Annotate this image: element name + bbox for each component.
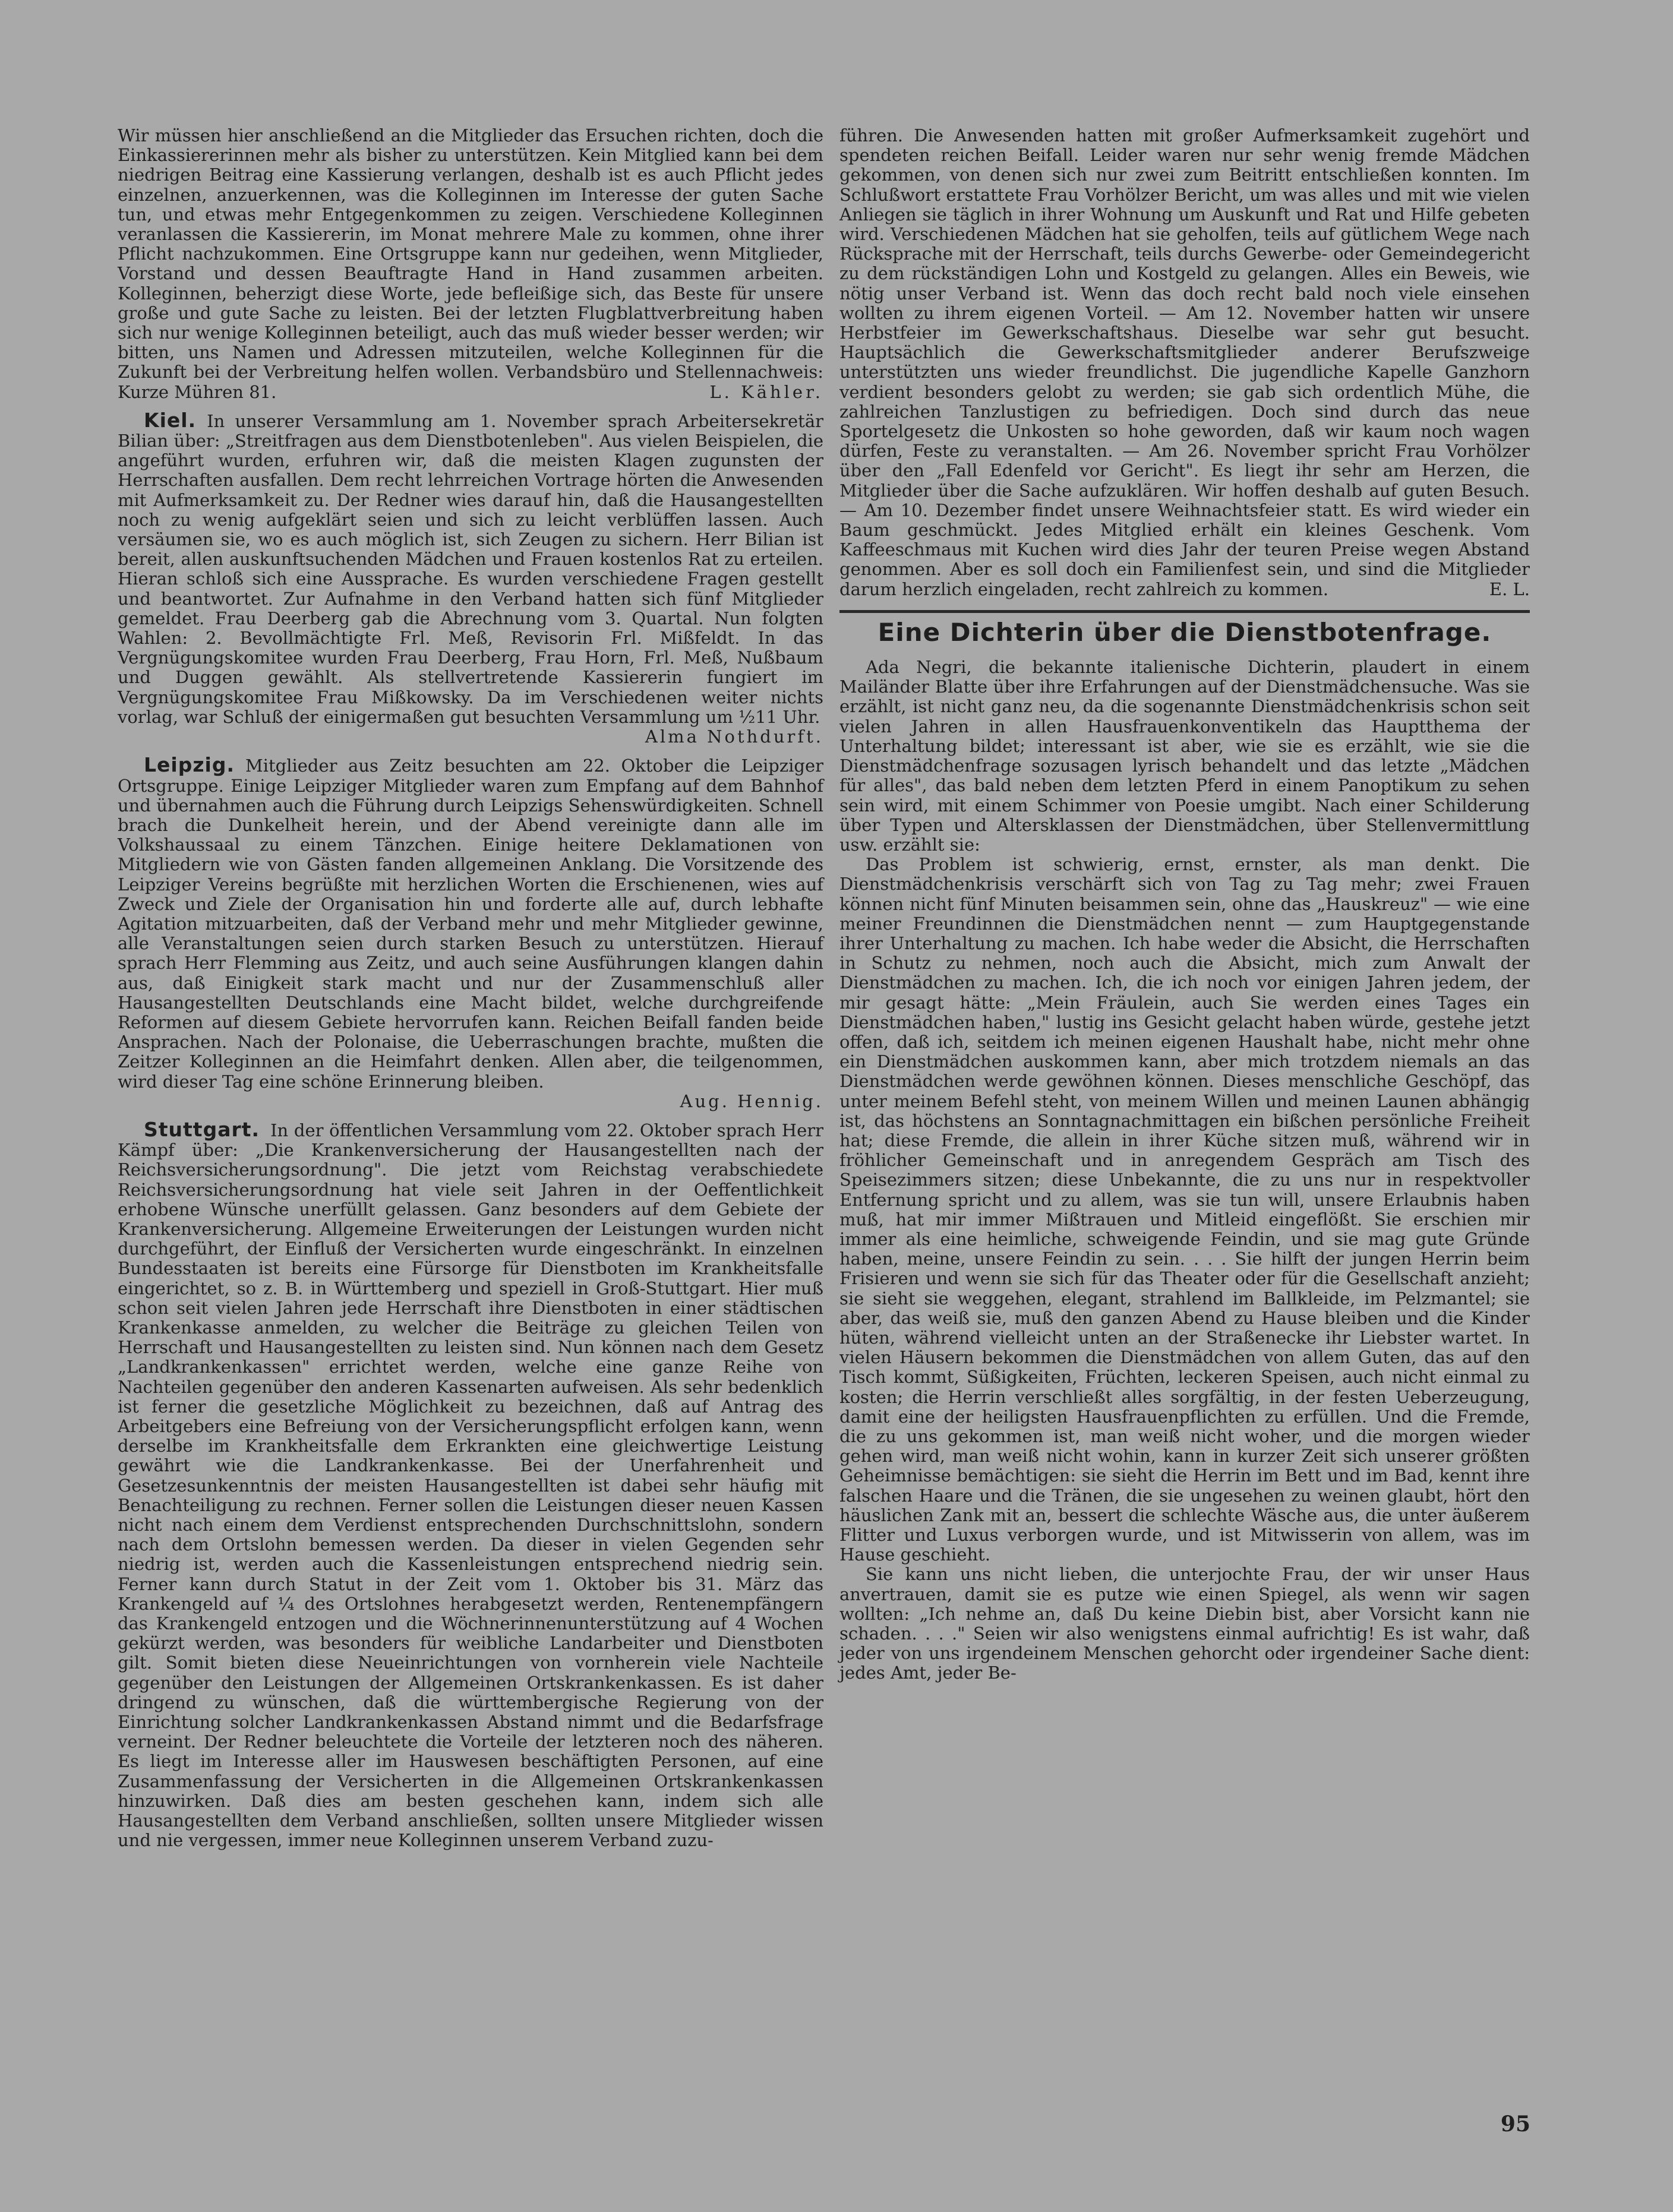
report-stuttgart-text: In der öffentlichen Versammlung vom 22. Oktober sprach Herr Kämpf über: „Die Krankenversicherung der Hausangestellten nach der Reichsversicherungsordnung". Die jetzt vom Reichstag verabschiedete Reichsversicherungsordnung hat viele seit Jahren in der Oeffentlichkeit erhobene Wünsche unerfüllt gelassen. Ganz besonders auf dem Gebiete der Krankenversicherung. Allgemeine Erweiterungen der Leistungen wurden nicht durchgeführt, der Einfluß der Versicherten wurde eingeschränkt. In einzelnen Bundesstaaten ist bereits eine Fürsorge für Dienstboten im Krankheitsfalle eingerichtet, so z. B. in Württemberg und speziell in Groß-Stuttgart. Hier muß schon seit vielen Jahren jede Herrschaft ihre Dienstboten in einer städtischen Krankenkasse anmelden, zu welcher die Beiträge zu gleichen Teilen von Herrschaft und Hausangestellten zu leisten sind. Nun können nach dem Gesetz „Landkrankenkassen" errichtet werden, welche eine ganze Reihe von Nachteilen gegenüber den anderen Kassenarten aufweisen. Als sehr bedenklich ist ferner die gesetzliche Möglichkeit zu bezeichnen, daß auf Antrag des Arbeitgebers eine Befreiung von der Versicherungspflicht erfolgen kann, wenn derselbe im Krankheitsfalle dem Erkrankten eine gleichwertige Leistung gewährt wie die Landkrankenkasse. Bei der Unerfahrenheit und Gesetzesunkenntnis der meisten Hausangestellten ist dabei sehr häufig mit Benachteiligung zu rechnen. Ferner sollen die Leistungen dieser neuen Kassen nicht nach einem dem Verdienst entsprechenden Durchschnittslohn, sondern nach dem Ortslohn bemessen werden. Da dieser in vielen Gegenden sehr niedrig ist, werden auch die Kassenleistungen entsprechend niedrig sein. Ferner kann durch Statut in der Zeit vom 1. Oktober bis 31. März das Krankengeld auf ¼ des Ortslohnes herabgesetzt werden, Rentenempfängern das Krankengeld entzogen und die Wöchnerinnenunterstützung auf 4 Wochen gekürzt werden, was besonders für weibliche Landarbeiter und Dienstboten gilt. Somit bieten diese Neueinrichtungen von vornherein viele Nachteile gegenüber den Leistungen der Allgemeinen Ortskrankenkassen. Es ist daher dringend zu wünschen, daß die württembergische Regierung von der Einrichtung solcher Landkrankenkassen Abstand nimmt und die Bedarfsfrage verneint. Der Redner beleuchtete die Vorteile der letzteren noch des näheren. Es liegt im Interesse aller im Hauswesen beschäftigten Personen, auf eine Zusammenfassung der Versicherten in die Allgemeinen Ortskrankenkassen hinzuwirken. Daß dies am besten geschehen kann, indem sich alle Hausangestellten dem Verband anschließen, sollten unsere Mitglieder wissen und nie vergessen, immer neue Kolleginnen unserem Verband zuzu- — [118, 1120, 823, 1851]
report-kiel-text: In unserer Versammlung am 1. November sprach Arbeitersekretär Bilian über: „Streitfragen aus dem Dienstbotenleben". Aus vielen Beispielen, die angeführt wurden, erfuhren wir, daß die meisten Klagen zugunsten der Herrschaften ausfallen. Dem recht lehrreichen Vortrage hörten die Anwesenden mit Aufmerksamkeit zu. Der Redner wies darauf hin, daß die Hausangestellten noch zu wenig aufgeklärt seien und sich zu leicht verblüffen lassen. Auch versäumen sie, wo es auch möglich ist, sich Zeugen zu sichern. Herr Bilian ist bereit, allen auskunftsuchenden Mädchen und Frauen kostenlos Rat zu erteilen. Hieran schloß sich eine Aussprache. Es wurden verschiedene Fragen gestellt und beantwortet. Zur Aufnahme in den Verband hatten sich fünf Mitglieder gemeldet. Frau Deerberg gab die Abrechnung vom 3. Quartal. Nun folgten Wahlen: 2. Bevollmächtigte Frl. Meß, Revisorin Frl. Mißfeldt. In das Vergnügungskomitee wurden Frau Deerberg, Frau Horn, Frl. Meß, Nußbaum und Duggen gewählt. Als stellvertretende Kassiererin fungiert im Vergnügungskomitee Frau Mißkowsky. Da im Verschiedenen weiter nichts vorlag, war Schluß der einigermaßen gut besuchten Versammlung um ½11 Uhr. — [118, 410, 823, 727]
report-leipzig-text: Mitglieder aus Zeitz besuchten am 22. Oktober die Leipziger Ortsgruppe. Einige Leipziger Mitglieder waren zum Empfang auf dem Bahnhof und übernahmen auch die Führung durch Leipzigs Sehenswürdigkeiten. Schnell brach die Dunkelheit herein, und der Abend vereinigte dann alle im Volkshaussaal zu einem Tänzchen. Einige heitere Deklamationen von Mitgliedern wie von Gästen fanden allgemeinen Anklang. Die Vorsitzende des Leipziger Vereins begrüßte mit herzlichen Worten die Erschienenen, wies auf Zweck und Ziele der Organisation hin und forderte alle auf, durch lebhafte Agitation mitzuarbeiten, daß der Verband mehr und mehr Mitglieder gewinne, alle Veranstaltungen seien durch starken Besuch zu unterstützen. Hierauf sprach Herr Flemming aus Zeitz, und auch seine Ausführungen klangen dahin aus, daß Einigkeit stark macht und nur der Zusammenschluß aller Hausangestellten Deutschlands eine Macht bildet, welche durchgreifende Reformen auf diesem Gebiete hervorrufen kann. Reichen Beifall fanden beide Ansprachen. Nach der Polonaise, die Ueberraschungen brachte, mußten die Zeitzer Kolleginnen an die Heimfahrt denken. Allen aber, die teilgenommen, wird dieser Tag eine schöne Erinnerung bleiben. — [118, 756, 823, 1092]
article-paragraph: Das Problem ist schwierig, ernst, ernster, als man denkt. Die Dienstmädchenkrisis verschärft sich von Tag zu Tag mehr; zwei Frauen können nicht fünf Minuten beisammen sein, ohne das „Hauskreuz" — wie eine meiner Freundinnen die Dienstmädchen nennt — zum Hauptgegenstande ihrer Unterhaltung zu machen. Ich habe weder die Absicht, die Herrschaften in Schutz zu nehmen, noch auch die Absicht, mich zum Anwalt der Dienstmädchen zu machen. Ich, die ich noch vor einigen Jahren jedem, der mir gesagt hätte: „Mein Fräulein, auch Sie werden eines Tages ein Dienstmädchen haben," lustig ins Gesicht gelacht haben würde, gestehe jetzt offen, daß ich, seitdem ich meinen eigenen Haushalt habe, nicht mehr ohne ein Dienstmädchen auskommen kann, aber mich trotzdem niemals an das Dienstmädchen werde gewöhnen können. Dieses menschliche Geschöpf, das unter meinem Befehl steht, von meinem Willen und meinen Launen abhängig ist, das höchstens an Sonntagnachmittagen ein bißchen persönliche Freiheit hat; diese Fremde, die allein in ihrer Küche sitzen muß, während wir in fröhlicher Gemeinschaft und in anregendem Gespräch am Tisch des Speisezimmers sitzen; diese Unbekannte, die zu uns nur in respektvoller Entfernung spricht und zu allem, was sie tun will, unsere Erlaubnis haben muß, hat mir immer Mißtrauen und Mitleid eingeflößt. Sie erschien mir immer als eine heimliche, schweigende Feindin, und sie mag gute Gründe haben, meine, unsere Feindin zu sein. . . . Sie hilft der jungen Herrin beim Frisieren und wenn sie sich für das Theater oder für die Gesellschaft anzieht; sie sieht sie weggehen, elegant, strahlend im Ballkleide, im Pelzmantel; sie aber, das weiß sie, muß den ganzen Abend zu Hause bleiben und die Kinder hüten, während vielleicht unten an der Straßenecke ihr Liebster wartet. In vielen Häusern bekommen die Dienstmädchen von allem Guten, das auf den Tisch kommt, Süßigkeiten, Früchten, leckeren Speisen, auch nicht einmal zu kosten; die Herrin verschließt alles sorgfältig, in der festen Ueberzeugung, damit eine der heiligsten Hausfrauenpflichten zu erfüllen. Und die Fremde, die zu uns gekommen ist, man weiß nicht woher, und die morgen wieder gehen wird, man weiß nicht wohin, kann in kurzer Zeit sich unserer größten Geheimnisse bemächtigen: sie sieht die Herrin im Bett und im Bad, kennt ihre falschen Haare und die Tränen, die sie ungesehen zu weinen glaubt, hört den häuslichen Zank mit an, bessert die schlechte Wäsche aus, die unter äußerem Flitter und Luxus verborgen wurde, und ist Mitwisserin von allem, was im Hause geschieht. — [839, 854, 1530, 1565]
report-kiel — [118, 410, 823, 747]
right-column — [839, 126, 1530, 1683]
continuation-paragraph — [839, 126, 1530, 599]
section-divider — [839, 610, 1530, 613]
page-number: 95 — [1500, 2112, 1530, 2137]
report-stuttgart-place: Stuttgart. — [144, 1117, 260, 1141]
article-paragraph: Sie kann uns nicht lieben, die unterjochte Frau, der wir unser Haus anvertrauen, damit sie es putze wie einen Spiegel, als wenn wir sagen wollten: „Ich nehme an, daß Du keine Diebin bist, aber Vorsicht kann nie schaden. . . ." Seien wir also wenigstens einmal aufrichtig! Es ist wahr, daß jeder von uns irgendeinem Menschen gehorcht oder irgendeiner Sache dient: jedes Amt, jeder Be- — [839, 1564, 1530, 1683]
intro-paragraph — [118, 126, 823, 402]
report-leipzig-body — [118, 755, 823, 1091]
report-stuttgart-body — [118, 1117, 823, 1851]
report-kiel-body — [118, 410, 823, 727]
report-leipzig-signature: Aug. Hennig. — [680, 1091, 823, 1111]
left-column — [118, 126, 823, 1850]
report-kiel-place: Kiel. — [144, 408, 197, 432]
report-leipzig — [118, 755, 823, 1111]
intro-paragraph-text: Wir müssen hier anschließend an die Mitglieder das Ersuchen richten, doch die Einkassiererinnen mehr als bisher zu unterstützen. Kein Mitglied kann bei dem niedrigen Beitrag eine Kassierung verlangen, deshalb ist es auch Pflicht jedes einzelnen, anzuerkennen, was die Kolleginnen im Interesse der guten Sache tun, und etwas mehr Entgegenkommen zu zeigen. Verschiedene Kolleginnen veranlassen die Kassiererin, im Monat mehrere Male zu kommen, ohne ihrer Pflicht nachzukommen. Eine Ortsgruppe kann nur gedeihen, wenn Mitglieder, Vorstand und dessen Beauftragte Hand in Hand zusammen arbeiten. Kolleginnen, beherzigt diese Worte, jede befleißige sich, das Beste für unsere große und gute Sache zu leisten. Bei der letzten Flugblattverbreitung haben sich nur wenige Kolleginnen beteiligt, auch das muß wieder besser werden; wir bitten, uns Namen und Adressen mitzuteilen, welche Kolleginnen für die Zukunft bei der Verbreitung helfen wollen. Verbandsbüro und Stellennachweis: Kurze Mühren 81. — [118, 125, 823, 402]
intro-signature: L. Kähler. — [709, 381, 823, 402]
article-paragraph: Ada Negri, die bekannte italienische Dichterin, plaudert in einem Mailänder Blatte über ihre Erfahrungen auf der Dienstmädchensuche. Was sie erzählt, ist nicht ganz neu, da die sogenannte Dienstmädchenkrisis schon seit vielen Jahren in allen Hausfrauenkonventikeln das Hauptthema der Unterhaltung bildet; interessant ist aber, wie sie es erzählt, wie sie die Dienstmädchenfrage sozusagen lyrisch behandelt und das letzte „Mädchen für alles", das bald neben dem letzten Pferd in einem Panoptikum zu sehen sein wird, mit einem Schimmer von Poesie umgibt. Nach einer Schilderung über Typen und Altersklassen der Dienstmädchen, über Stellenvermittlung usw. erzählt sie: — [839, 657, 1530, 855]
report-kiel-signature: Alma Nothdurft. — [645, 726, 823, 747]
article-title: Eine Dichterin über die Dienstbotenfrage. — [877, 617, 1492, 647]
continuation-paragraph-text: führen. Die Anwesenden hatten mit großer Aufmerksamkeit zugehört und spendeten reichen Beifall. Leider waren nur sehr wenig fremde Mädchen gekommen, von denen sich nur zwei zum Beitritt entschließen konnten. Im Schlußwort erstattete Frau Vorhölzer Bericht, um was alles und mit wie vielen Anliegen sie täglich in ihrer Wohnung um Auskunft und Rat und Hilfe gebeten wird. Verschiedenen Mädchen hat sie geholfen, teils auf gütlichem Wege nach Rücksprache mit der Herrschaft, teils durchs Gewerbe- oder Gemeindegericht zu dem rückständigen Lohn und Kostgeld zu gelangen. Alles ein Beweis, wie nötig unser Verband ist. Wenn das doch recht bald noch viele einsehen wollten zu ihrem eigenen Vorteil. — Am 12. November hatten wir unsere Herbstfeier im Gewerkschaftshaus. Dieselbe war sehr gut besucht. Hauptsächlich die Gewerkschaftsmitglieder anderer Berufszweige unterstützten uns wieder freundlichst. Die jugendliche Kapelle Ganzhorn verdient besonders gelobt zu werden; sie gab sich ordentlich Mühe, die zahlreichen Tanzlustigen zu befriedigen. Doch sind durch das neue Sportelgesetz die Unkosten so hohe geworden, daß wir kaum noch wagen dürfen, Feste zu veranstalten. — Am 26. November spricht Frau Vorhölzer über den „Fall Edenfeld vor Gericht". Es liegt ihr sehr am Herzen, die Mitglieder über die Sache aufzuklären. Wir hoffen deshalb auf guten Besuch. — Am 10. Dezember findet unsere Weihnachtsfeier statt. Es wird wieder ein Baum geschmückt. Jedes Mitglied erhält ein kleines Geschenk. Vom Kaffeeschmaus mit Kuchen wird dies Jahr der teuren Preise wegen Abstand genommen. Aber es soll doch ein Familienfest sein, und sind die Mitglieder darum herzlich eingeladen, recht zahlreich zu kommen. — [839, 125, 1530, 599]
report-leipzig-place: Leipzig. — [144, 753, 235, 777]
continuation-signature: E. L. — [1489, 579, 1530, 599]
report-stuttgart — [118, 1117, 823, 1851]
